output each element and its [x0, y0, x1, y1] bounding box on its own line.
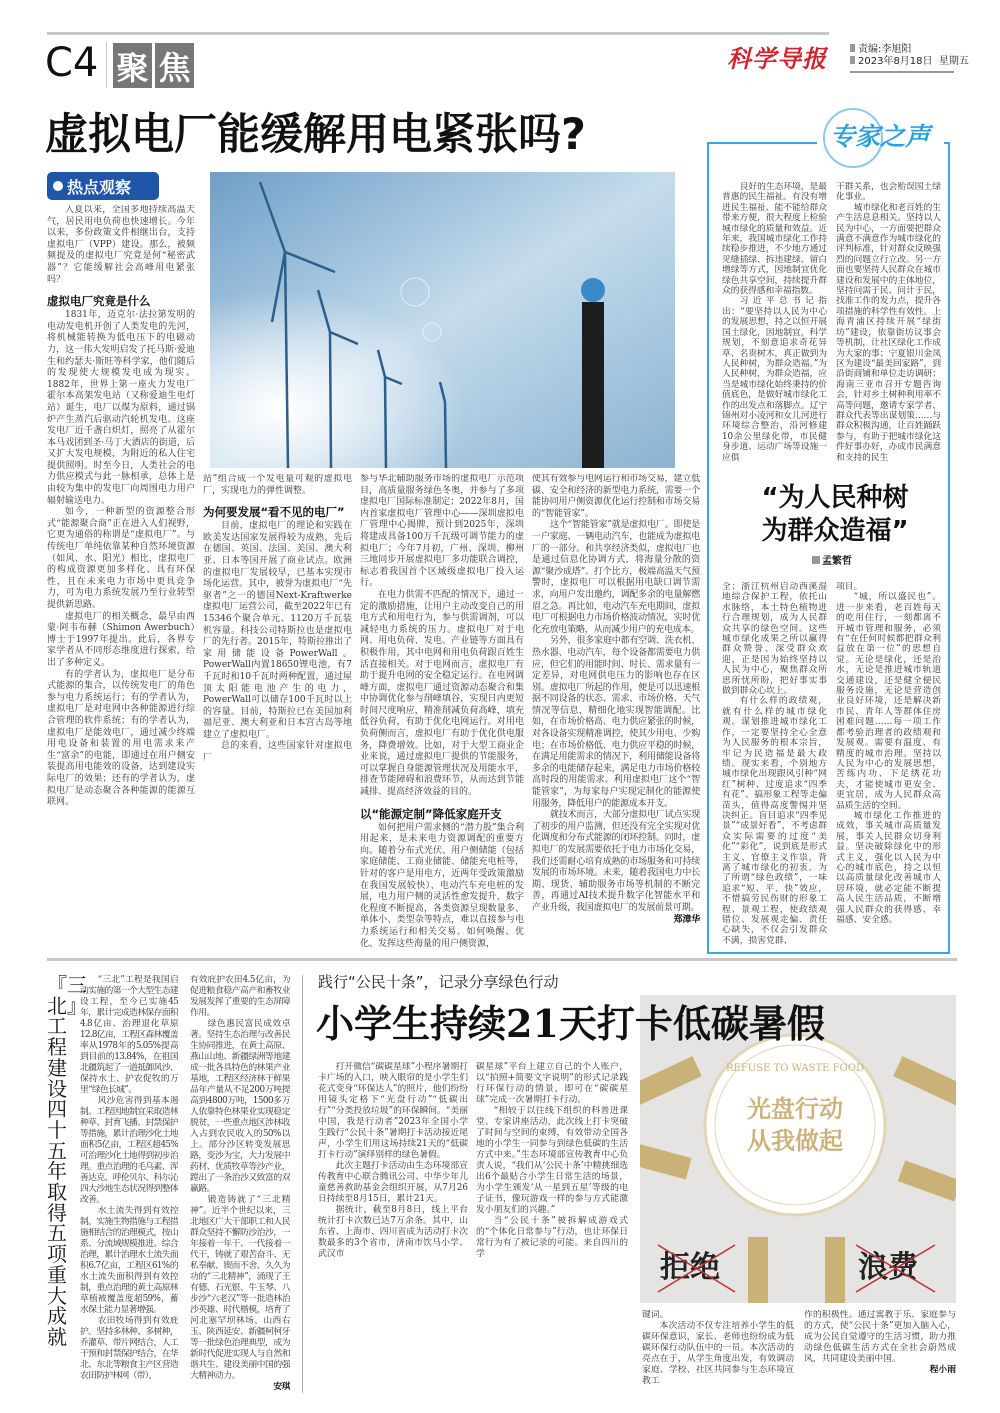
- main-headline: 虚拟电厂能缓解用电紧张吗?: [45, 110, 586, 160]
- expert-author: 孟繁哲: [812, 556, 852, 568]
- subhead: 以“能源定制”降低家庭开支: [360, 806, 502, 821]
- expert-column-1: 良好的生态环境，是最普惠的民生福祉。有没有增进民生福祉、能不能给群众带来方便，很大程度上检验城市绿化的质量和效益。近年来，我国城市绿化工作持续稳步推进，不少地方通过见缝插绿、拆违建绿、留白增绿等方式，因地制宜优化绿色共享空间，持续提升群众的获得感和幸福指数。 习近平总书记指出：“要坚持以人民为中心的发展思想，持之以恒开展国土绿化，因地制宜，科学规划，不刻意追求奇花异草、名贵树木，真正做到为人民种树，为群众造福。”为人民种树，为群众造福，应当是城市绿化始终秉持的价值底色，是做好城市绿化工作的出发点和落脚点。辽宁锦州对小凌河和女儿河进行环境综合整治，沿河修建10余公里绿化带，市民健身步道、运动广场等设施一应俱: [722, 182, 827, 463]
- lowcarbon-column-4: 作的积极性。通过寓教于乐、家庭参与的方式，使“公民十条”更加入脑入心，成为公民自觉遵守的生活习惯，助力推动绿色低碳生活方式在全社会蔚然成风，共同建设美丽中国。 程小雨: [804, 1310, 956, 1375]
- lead-paragraph: 入夏以来，全国多地持续高温天气，居民用电负荷也快速增长。今年以来，多份政策文件相继出台，支持虚拟电厂（VPP）建设。那么，被频频提及的虚拟电厂究竟是何“秘密武器”？它能缓解社会高峰用电紧张吗？: [47, 205, 195, 285]
- poster-waste: 浪费: [858, 1250, 918, 1285]
- poster-line1: 光盘行动: [747, 1095, 843, 1123]
- byline: 郑漳华: [673, 914, 700, 925]
- main-column-1: 入夏以来，全国多地持续高温天气，居民用电负荷也快速增长。今年以来，多份政策文件相继出台，支持虚拟电厂（VPP）建设。那么，被频频提及的虚拟电厂究竟是何“秘密武器”？它能缓解社会高峰用电紧张吗？ 虚拟电厂究竟是什么 1831年，迈克尔·法拉第发明的电动发电机开创了人类发电的先河，将机械能转换为低电压下的电磁动力，这一伟大发明启发了托马斯·爱迪生和约瑟夫·斯旺等科学家，他们随后的发现使大规模发电成为现实。1882年，世界上第一座火力发电厂霍尔本高架发电站（又称爱迪生电灯站）诞生，电厂以煤为原料，通过锅炉产生蒸汽后驱动汽轮机发电。这座发电厂近千盏白炽灯，照亮了从霍尔本马戏团到圣·马丁大酒店的街道，后又扩大发电规模，为附近的私人住宅提供照明。时至今日，人类社会的电力供应模式与此一脉相承，总体上是由较为集中的发电厂向周围电力用户辐射输送电力。 如今，一种新型的资源整合形式“能源聚合商”正在进入人们视野，它更为通俗的称谓是“虚拟电厂”。与传统电厂单纯依靠某种自然环境资源（如风、水、阳光）相比，虚拟电厂的构成资源更加多样化、具有环保性，且在未来电力市场中更具竞争力，可为电力系统发展乃至行业转型提供新思路。 虚拟电厂的相关概念，最早由西蒙·阿韦布赫（Shimon Awerbuch）博士于1997年提出。此后，各界专家学者从不同形态维度进行探索，给出了多种定义。 有的学者认为，虚拟电厂是分布式能源的集合，以传统发电厂的角色参与电力系统运行；有的学者认为，虚拟电厂是对电网中各种能源进行综合管理的软件系统；有的学者认为，虚拟电厂是能效电厂，通过减少终端用电设备和装置的用电需求来产生“富余”的电能，即通过在用户侧安装提高用电能效的设备，达到建设实际电厂的效果；还有的学者认为，虚拟电厂是动态聚合各种能源的能源互联网。: [47, 205, 195, 808]
- byline: 安琪: [273, 1382, 290, 1392]
- section-divider: [47, 958, 957, 961]
- header-info: [850, 44, 969, 73]
- divider: [106, 42, 107, 88]
- date: 2023年8月18日: [858, 56, 933, 67]
- sanbei-column-2: 有效庇护农田4.5亿亩，为促进粮食稳产高产和畜牧业发展发挥了重要的生态屏障作用。 绿色惠民富民成效卓著。坚持生态治理与改善民生协同推进，在黄土高原、燕山山地、新疆绿洲等地建成一批各具特色的林果产业基地，工程区经济林干鲜果品年产量从不足200万吨提高到4800万吨，1500多万人依靠特色林果业实现稳定脱贫，一些重点地区涉林收入占到农民收入的50%以上。部分沙区转变发展思路，变沙为宝，大力发展中药材、优质牧草等沙产业，蹚出了一条治沙又致富的双赢路。 锻造铸就了“三北精神”。近半个世纪以来，三北地区广大干部职工和人民群众坚持不懈防沙治沙，一年接着一年干、一代接着一代干，铸就了艰苦奋斗、无私奉献、锲而不舍、久久为功的“三北精神”，涌现了王有德、石光银、牛玉琴、八步沙“六老汉”等一批造林治沙英雄、时代楷模，培育了河北塞罕坝林场、山西右玉、陕西延安、新疆柯柯牙等一批绿色治理典型，成为新时代促进实现人与自然和谐共生、建设美丽中国的强大精神动力。 安琪: [190, 975, 290, 1392]
- lowcarbon-headline: 小学生持续21天打卡低碳暑假: [316, 1001, 825, 1046]
- lowcarbon-kicker: 践行“公民十条”，记录分享绿色行动: [318, 973, 559, 991]
- expert-column-4: 项目。 “城，所以盛民也”。进一步来看，老百姓每天的吃用住行，一刻都离不开城市管理和服务，必须有“在任何时候都把群众利益放在第一位”的思想自觉。无论是绿化，还是治水，无论是推进城市轨道交通建设，还是健全便民服务设施，无论是营造创业良好环境，还是解决新市民、青年人等群体住房困难问题……每一项工作都考验治理者的政绩观和发展观。需要有温度、有精度的城市治理。坚持以人民为中心的发展思想，苦练内功、下足绣花功夫，才能使城市更安全、更宜居，成为人民群众高品质生活的空间。 城市绿化工作推进的成效，事关城市高质量发展，事关人民群众切身利益。坚决破除绿化中的形式主义，强化以人民为中心的城市底色，持之以恒以高质量绿化改善城市人居环境，就必定能不断提高人民生活品质，不断增强人民群众的获得感、幸福感、安全感。: [836, 582, 941, 925]
- dot-icon: [53, 181, 63, 191]
- masthead-logo: 科学导报: [727, 44, 827, 73]
- main-column-3: 参与华北辅助服务市场的虚拟电厂示范项目，高质量服务绿色冬奥，并参与了多项虚拟电厂国际标准制定；2022年8月，国内首家虚拟电厂管理中心——深圳虚拟电厂管理中心揭牌，预计到2025年，深圳将建成具备100万千瓦级可调节能力的虚拟电厂；今年7月初，广州、深圳、柳州三地同步开展虚拟电厂多功能联合调控，标志着我国首个区域级虚拟电厂投入运行。 在电力供需不匹配的情况下，通过一定的激励措施，让用户主动改变自己的用电方式和用电行为，参与供需调剂，可以减轻电力系统的压力。虚拟电厂对于电网、用电负荷、发电、产业链等方面具有积极作用，其中电网和用电负荷跟百姓生活直接相关。对于电网而言，虚拟电厂有助于提升电网的安全稳定运行。在电网调峰方面，虚拟电厂通过资源动态聚合和集中协调优化参与削峰填谷，实现日内更短时间尺度响应，精准削减负荷高峰，填充低谷负荷，有助于优化电网运行。对用电负荷侧而言，虚拟电厂有助于优化供电服务，降费增效。比如，对于大型工商业企业来说，通过虚拟电厂提供的节能服务，可以掌握自身能源管理状况及用能水平，排查节能障碍和浪费环节，从而达到节能减排、提高经济效益的目的。 以“能源定制”降低家庭开支 如何把用户需求侧的“潜力股”集合利用起来，是未来电力资源调配的重要方向。随着分布式光伏、用户侧储能（包括家庭储能、工商业储能、储能充电桩等，针对的客户是用电方，近两年受政策激励在我国发展较快）、电动汽车充电桩的发展，电力用户侧的灵活性愈发提升，数字化程度不断提高，各类资源呈现数量多、单体小、类型杂等特点，难以直接参与电力系统运行和相关交易。如何唤醒、优化、发挥这些海量的用户侧资源，: [360, 474, 524, 949]
- sanbei-vertical-title: 『三北』工程建设四十五年取得五项重大成就: [47, 973, 87, 1349]
- top-rule: [47, 32, 829, 35]
- editor: 责编:李旭阳: [858, 44, 912, 55]
- weekday: 星期五: [938, 56, 969, 67]
- poster-refuse: 拒绝: [660, 1250, 720, 1285]
- expert-column-3: 全；浙江杭州启动西溪湿地综合保护工程，依托山水脉络，本土特色植物进行合理规划，成为人民群众共享的绿色空间。这些城市绿化成果之所以赢得群众赞誉、深受群众欢迎，正是因为始终坚持以人民为中心，聚焦群众所思所忧所盼，把好事实事做到群众心坎上。 有什么样的政绩观，就有什么样的城市绿化观。谋划推进城市绿化工作，一定要坚持全心全意为人民服务的根本宗旨，牢记为民造福是最大政绩。现实来看，个别地方城市绿化出现跟风引种“网红”树种、过度追求“四季有花”、搞形象工程等走偏苗头，值得高度警惕并坚决纠正。盲目追求“四季见景”“成景好看”，不考虑群众实际需要的过度“美化”“彩化”，说到底是形式主义、官僚主义作祟，背离了城市绿化的初衷。为了所谓“绿色政绩”，一味追求“短、平、快”效应，不惜搞劳民伤财的形象工程、景观工程，使政绩观错位、发展观走偏、责任心缺失，不仅会引发群众不满，损害党群、: [722, 582, 827, 946]
- subhead: 为何要发展“看不见的电厂”: [203, 505, 345, 520]
- poster-ring-text: REFUSE TO WASTE FOOD: [726, 1063, 864, 1074]
- main-column-2: 站”组合成一个发电量可观的虚拟电厂，实现电力的弹性调整。 为何要发展“看不见的电厂” 目前，虚拟电厂的理论和实践在欧美发达国家发展得较为成熟，先后在德国、英国、法国、美国、澳大利亚、日本等国开展了商业试点。欧洲的虚拟电厂发展较早，已基本实现市场化运营。其中，被誉为虚拟电厂“先驱者”之一的德国Next-Kraftwerke虚拟电厂运营公司，截至2022年已有15346个聚合单元、1120万千瓦装机容量。科技公司特斯拉也是虚拟电厂的先行者。2015年，特斯拉推出了家用储能设备PowerWall。PowerWall内置18650锂电池，有7千瓦时和10千瓦时两种配置，通过屋顶太阳能电池产生的电力，PowerWall可以储存100千瓦时以上的容量。目前，特斯拉已在美国加利福尼亚、澳大利亚和日本宫古岛等地建立了虚拟电厂。 总的来看，这些国家针对虚拟电厂: [203, 474, 352, 764]
- byline: 程小雨: [929, 1365, 956, 1375]
- subhead: 虚拟电厂究竟是什么: [47, 294, 151, 309]
- expert-headline: “为人民种树 为群众造福”: [761, 483, 909, 546]
- engineer-figure: [582, 302, 604, 468]
- hot-topic-badge: 热点观察: [47, 172, 159, 200]
- wind-turbine-photo: [210, 172, 675, 468]
- sanbei-column-1: “三北”工程是我国启动实施的第一个大型生态建设工程，至今已实施45年，累计完成造林保存面积4.8亿亩、治理退化草原12.8亿亩，工程区森林覆盖率从1978年的5.05%提高到目前的13.84%，在祖国北疆筑起了一道抵御风沙、保持水土、护农促牧的万里“绿色长城”。 风沙危害得到基本遏制。工程因地制宜采取造林种草、封育飞播、封禁保护等措施，累计治理沙化土地面积5亿亩，工程区超45%可治理沙化土地得到初步治理。重点治理的毛乌素、浑善达克、呼伦贝尔、科尔沁四大沙地生态状况得到整体改善。 水土流失得到有效控制。实施生物措施与工程措施相结合的治理模式，按山系、分流域规模推进、综合治理，累计治理水土流失面积6.7亿亩，工程区61%的水土流失面积得到有效控制，重点治理的黄土高原林草植被覆盖度超59%，蓄水保土能力显著增强。 农田牧场得到有效庇护。坚持多林种、多树种，乔灌草、带片网结合，人工干预和封禁保护结合，在华北、东北等粮食主产区营造农田防护林网（带），: [80, 975, 178, 1381]
- poster-line2: 从我做起: [747, 1127, 843, 1155]
- expert-voice-logo: 专家之声: [830, 122, 931, 151]
- lowcarbon-column-1: 打开微信“碳碳星球”小程序暑期打卡广场的入口，映入眼帘的是小学生们花式变身“环保达人”的照片，他们纷纷用镜头定格下“光盘行动”“低碳出行”“分类投放垃圾”的环保瞬间。“美丽中国，我是行动者”2023年全国小学生践行“公民十条”暑期打卡活动接近尾声，小学生们用这场持续21天的“低碳打卡行动”演绎别样的绿色暑假。 此次主题打卡活动由生态环境部宣传教育中心联合腾讯公司、中华少年儿童慈善救助基金会组织开展，从7月26日持续至8月15日，累计21天。 据统计，截至8月8日，线上平台统计打卡次数已达7万余条。其中，山东省、上海市、四川省成为活动打卡次数最多的3个省市，济南市饮马小学、武汉市: [318, 1062, 468, 1259]
- lowcarbon-column-3: 键词。 本次活动不仅专注培养小学生的低碳环保意识，家长、老师也纷纷成为低碳环保行动队伍中的一员。本次活动的亮点在于，从学生角度出发，有效调动家庭、学校、社区共同参与生态环境宣教工: [642, 1310, 794, 1386]
- section-title: 聚 焦: [113, 43, 194, 88]
- lowcarbon-column-2: 碳星球”平台上建立自己的个人账户，以“拍照+简要文字说明”的形式记录践行环保行动的情景，即可在“碳碳星球”完成一次暑期打卡行动。 “相较于以往线下组织的科普进课堂、专家讲座活动，此次线上打卡突破了时间与空间的束缚，有效带动全国各地的小学生一同参与到绿色低碳的生活方式中来。”生态环境部宣传教育中心负责人说，“我们从‘公民十条’中精挑细选出6个最贴合小学生日常生活的场景，为小学生颁发‘从一星到五星’等级的电子证书，像玩游戏一样的参与方式能激发小朋友们的兴趣。” 当“公民十条”被拆解成游戏式的“个体化日常参与”行动，也让环保日常行为有了被记录的可能。来自四川的学: [476, 1062, 628, 1259]
- main-column-4: 使其有效参与电网运行和市场交易，建立低碳、安全和经济的新型电力系统，需要一个能协同用户侧资源优化运行控制和市场交易的“智能管家”。 这个“智能管家”就是虚拟电厂。即使是一户家庭、一辆电动汽车，也能成为虚拟电厂的一部分。和共享经济类似，虚拟电厂也是通过信息化协调方式，将海量分散的资源“聚沙成塔”。打个比方，极端高温天气预警时，虚拟电厂可以根据用电缺口调节需求，向用户发出邀约，调配多余的电量解燃眉之急。再比如，电动汽车充电期间，虚拟电厂可根据电力市场价格波动情况，实时优化充放电策略，从而减少用户的充电成本。 另外，很多家庭中都有空调、洗衣机、热水器、电动汽车，每个设备都需要电力供应，但它们的用能时间、时长、需求量有一定差异，对电网供电压力的影响也存在区别。虚拟电厂所起的作用，便是可以迅速根据不同设备的状态、需求、市场价格、天气情况等信息，精细化地实现智能调配。比如，在市场价格高、电力供应紧张的时候，对各设备实现精准调控，使其少用电、少购电；在市场价格低、电力供应平稳的时候，在满足用能需求的情况下，利用储能设备将多余的电能储存起来，满足电力市场价格较高时段的用能需求。利用虚拟电厂这个“智能管家”，为每家每户实现定制化的能源使用服务，降低用户的能源成本开支。 就技术而言，大部分虚拟电厂试点实现了初步的用户监测，但还没有完全实现对优化调度和分布式能源的闭环控制。同时，虚拟电厂的发展需要依托于电力市场化交易，我们还需耐心培育成熟的市场服务和可持续发展的市场环境。未来，随着我国电力中长期、现货、辅助服务市场等机制的不断完善，再通过AI技术提升数字化智能水平和产业升级，我国虚拟电厂的发展前景可期。 郑漳华: [532, 474, 700, 925]
- expert-column-2: 干群关系，也会贻误国土绿化事业。 城市绿化和老百姓的生产生活息息相关。坚持以人民为中心，一方面要把群众满意不满意作为城市绿化的评判标准，针对群众反映强烈的问题立行立改。另一方面也要坚持人民群众在城市建设和发展中的主体地位，坚持问需于民、问计于民，找准工作的发力点，提升各项措施的科学性有效性。上海青浦区持续开展“绿街坊”建设，依靠街坊议事会等机制，让社区绿化工作成为大家的事；宁夏银川金凤区为建设“最美回家路”，到沿街商铺和单位走访调研；海南三亚市召开专题咨询会，针对乡土树种利用率不高等问题，邀请专家学者、群众代表等出谋划策……与群众积极沟通，让百姓踊跃参与，有助于把城市绿化这件好事办好，办成市民满意和支持的民生: [836, 182, 941, 463]
- page-number: C4: [45, 40, 99, 86]
